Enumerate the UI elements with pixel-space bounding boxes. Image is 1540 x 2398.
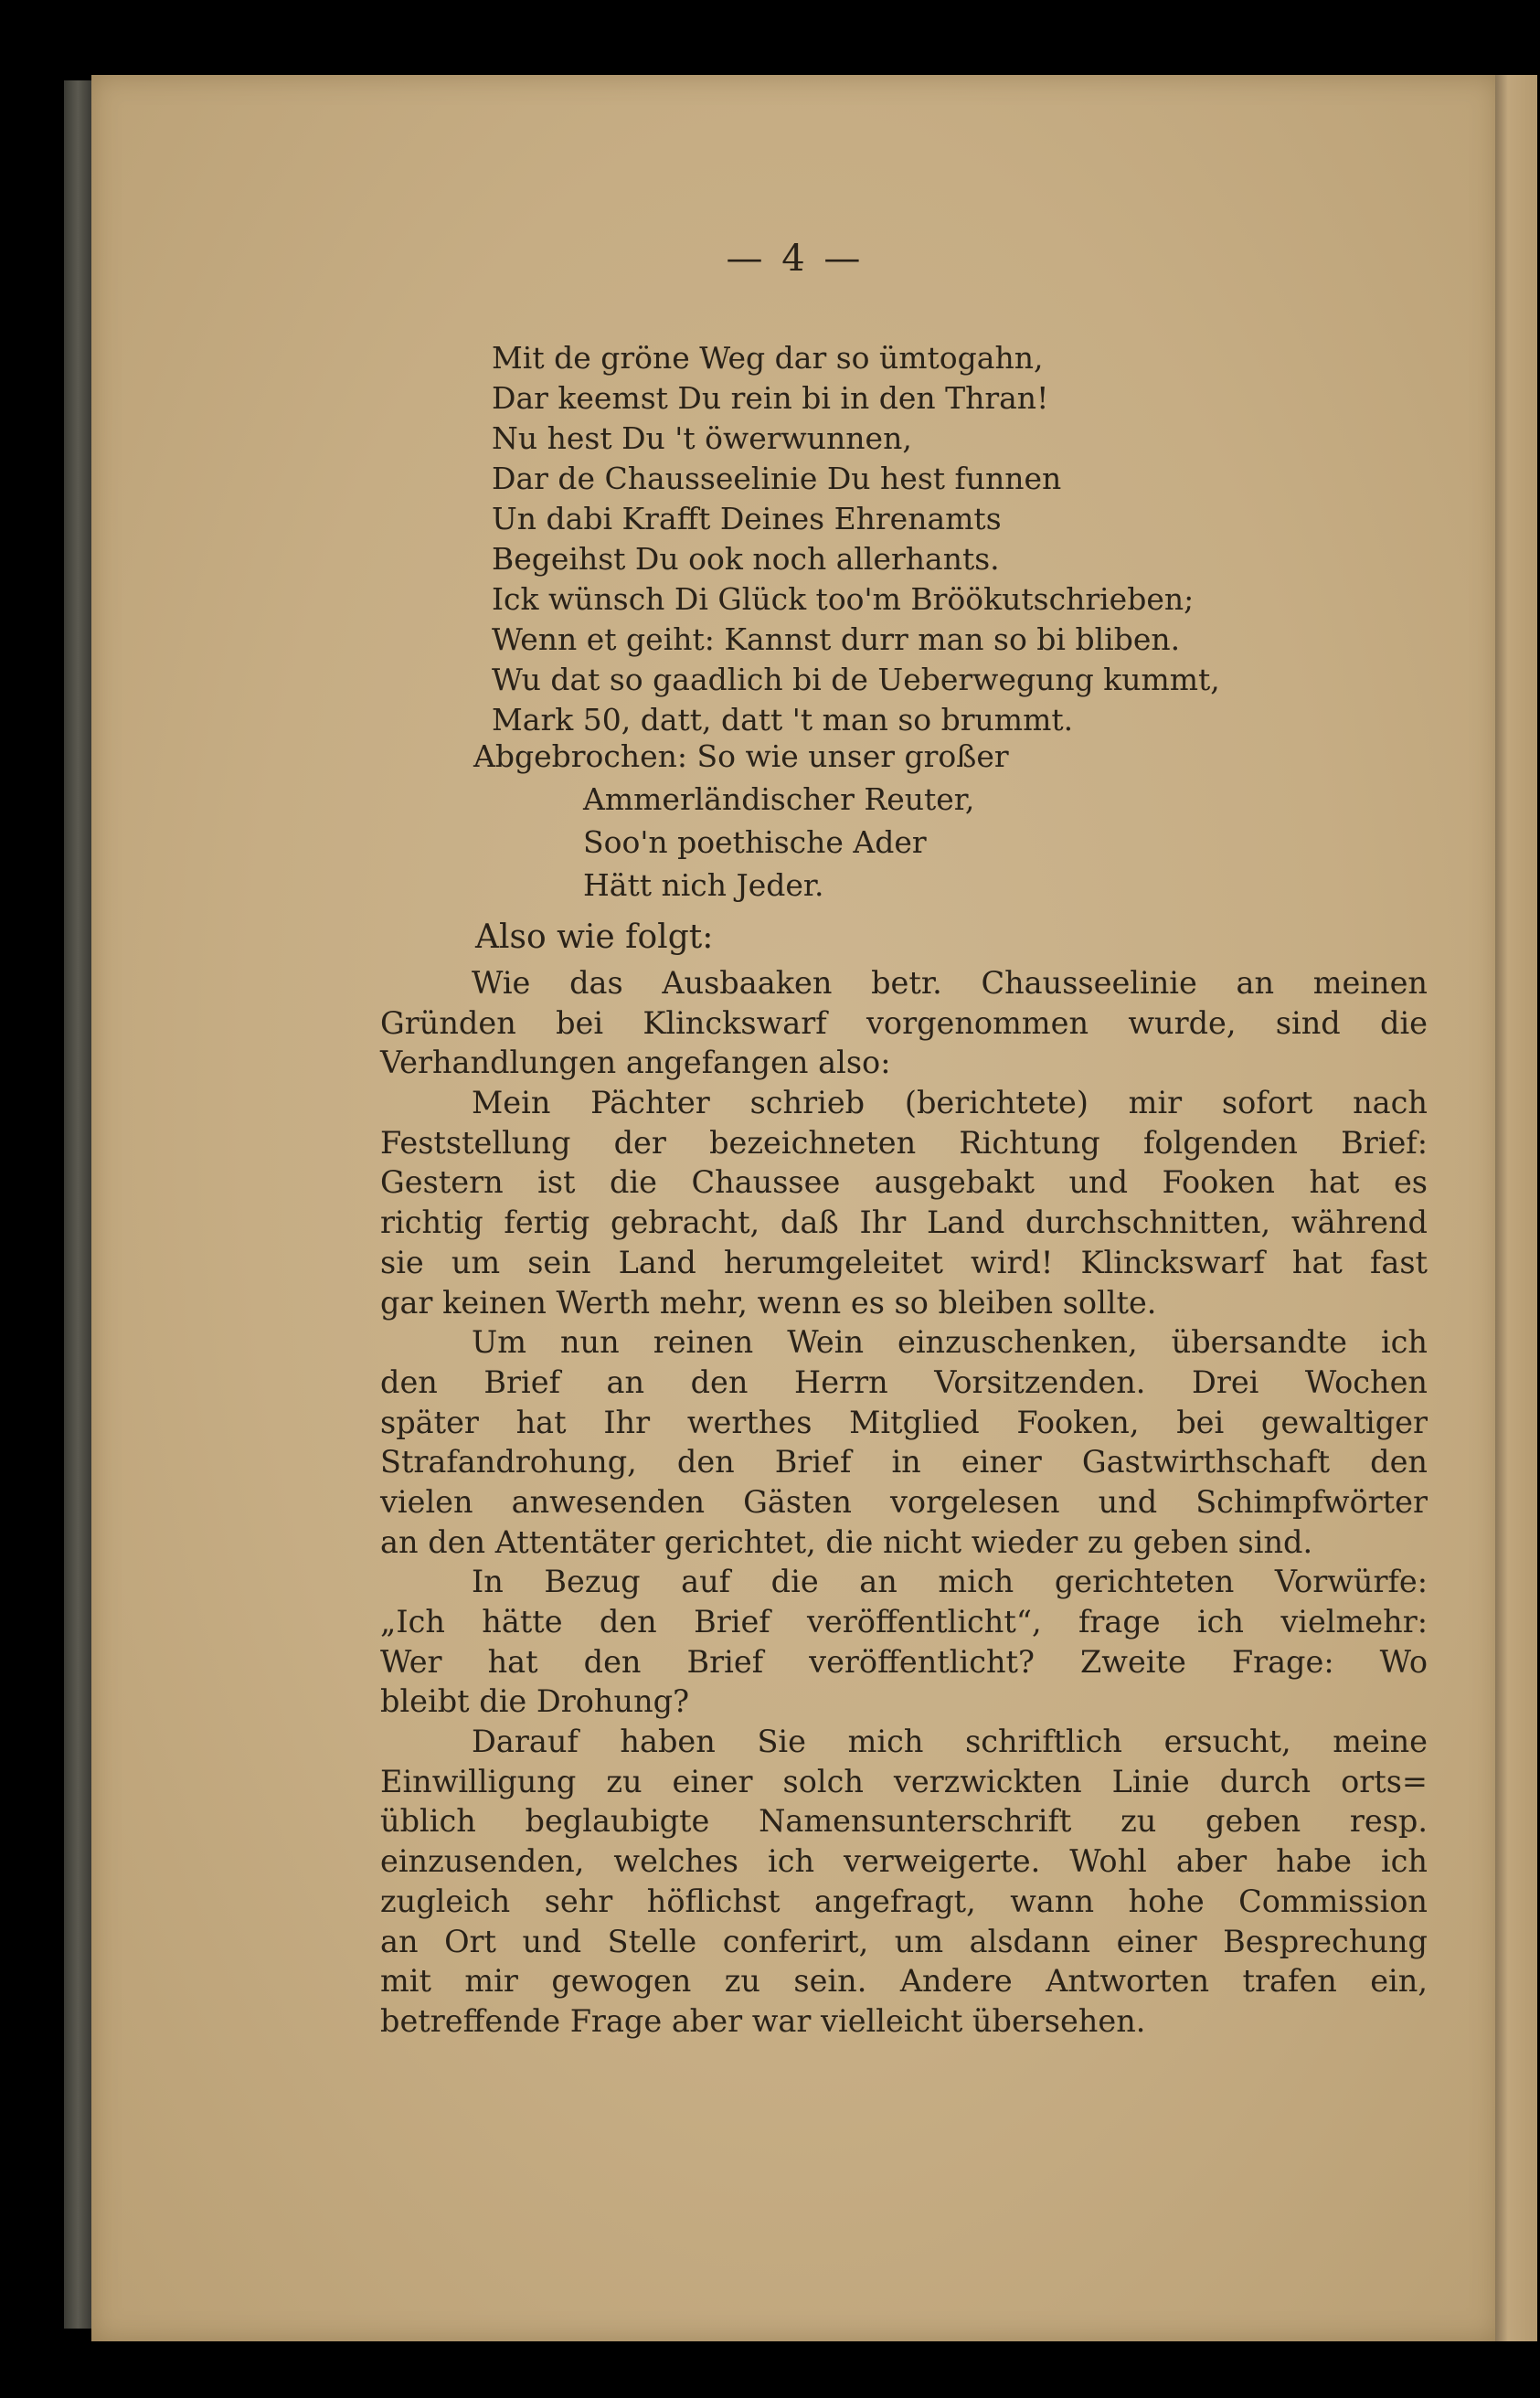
next-page-edge (1495, 75, 1537, 2341)
text-line: „Ich hätte den Brief veröffentlicht“, frage ich vielmehr: (380, 1604, 1428, 1639)
poem-line: Nu hest Du 't öwerwunnen, (492, 420, 912, 456)
verse-line: Abgebrochen: So wie unser großer (473, 738, 1009, 774)
text-line: gar keinen Werth mehr, wenn es so bleiben sollte. (380, 1284, 1157, 1321)
poem-line: Un dabi Krafft Deines Ehrenamts (492, 501, 1002, 536)
text-line: zugleich sehr höflichst angefragt, wann hohe Commission (380, 1883, 1428, 1919)
paragraph (380, 1322, 1428, 1562)
poem-block (492, 338, 1406, 740)
verse-line: Ammerländischer Reuter, (583, 781, 975, 817)
text-line: richtig fertig gebracht, daß Ihr Land durchschnitten, während (380, 1204, 1428, 1241)
paragraph (380, 1562, 1428, 1722)
text-line: Um nun reinen Wein einzuschenken, übersandte ich (472, 1324, 1428, 1361)
text-line: üblich beglaubigte Namensunterschrift zu geben resp. (380, 1803, 1428, 1840)
text-line: Wer hat den Brief veröffentlicht? Zweite Frage: Wo (380, 1643, 1428, 1680)
poem-line: Wu dat so gaadlich bi de Ueberwegung kummt, (492, 662, 1220, 697)
text-line: In Bezug auf die an mich gerichteten Vorwürfe: (472, 1564, 1428, 1600)
text-line: Darauf haben Sie mich schriftlich ersucht, meine (472, 1724, 1428, 1760)
body-text (380, 963, 1428, 2042)
text-line: an den Attentäter gerichtet, die nicht wieder zu geben sind. (380, 1523, 1313, 1560)
poem-line: Dar keemst Du rein bi in den Thran! (492, 380, 1049, 416)
text-line: vielen anwesenden Gästen vorgelesen und Schimpfwörter (380, 1483, 1428, 1520)
text-line: Mein Pächter schrieb (berichtete) mir sofort nach (472, 1085, 1428, 1121)
paragraph (380, 1083, 1428, 1322)
page-number: — 4 — (726, 238, 865, 280)
text-line: Einwilligung zu einer solch verzwickten Linie durch orts= (380, 1763, 1428, 1799)
text-line: bleibt die Drohung? (380, 1683, 690, 1720)
poem-line: Begeihst Du ook noch allerhants. (492, 541, 1000, 577)
text-line: einzusenden, welches ich verweigerte. Wohl aber habe ich (380, 1843, 1428, 1880)
text-line: Gestern ist die Chaussee ausgebakt und Fooken hat es (380, 1164, 1428, 1201)
text-line: Verhandlungen angefangen also: (380, 1045, 891, 1081)
text-line: Feststellung der bezeichneten Richtung folgenden Brief: (380, 1124, 1428, 1161)
poem-line: Ick wünsch Di Glück too'm Bröökutschrieben; (492, 581, 1195, 617)
abgebrochen-verse (473, 735, 1296, 907)
text-line: Gründen bei Klinckswarf vorgenommen wurde, sind die (380, 1004, 1428, 1041)
text-line: sie um sein Land herumgeleitet wird! Klinckswarf hat fast (380, 1244, 1428, 1280)
paragraph (380, 1722, 1428, 2042)
poem-line: Dar de Chausseelinie Du hest funnen (492, 461, 1062, 496)
text-line: später hat Ihr werthes Mitglied Fooken, bei gewaltiger (380, 1404, 1428, 1440)
poem-line: Wenn et geiht: Kannst durr man so bi bliben. (492, 621, 1181, 657)
text-line: betreffende Frage aber war vielleicht übersehen. (380, 2002, 1146, 2039)
section-heading: Also wie folgt: (475, 918, 714, 956)
text-line: den Brief an den Herrn Vorsitzenden. Drei Wochen (380, 1363, 1428, 1400)
text-line: Wie das Ausbaaken betr. Chausseelinie an meinen (472, 965, 1428, 1001)
verse-line: Soo'n poethische Ader (583, 824, 927, 860)
paragraph (380, 963, 1428, 1083)
poem-line: Mark 50, datt, datt 't man so brummt. (492, 702, 1074, 737)
text-line: mit mir gewogen zu sein. Andere Antworten trafen ein, (380, 1963, 1428, 2000)
poem-line: Mit de gröne Weg dar so ümtogahn, (492, 340, 1044, 376)
text-line: an Ort und Stelle conferirt, um alsdann einer Besprechung (380, 1923, 1428, 1959)
verse-line: Hätt nich Jeder. (583, 867, 824, 903)
paper-page (91, 75, 1499, 2341)
text-line: Strafandrohung, den Brief in einer Gastwirthschaft den (380, 1444, 1428, 1480)
